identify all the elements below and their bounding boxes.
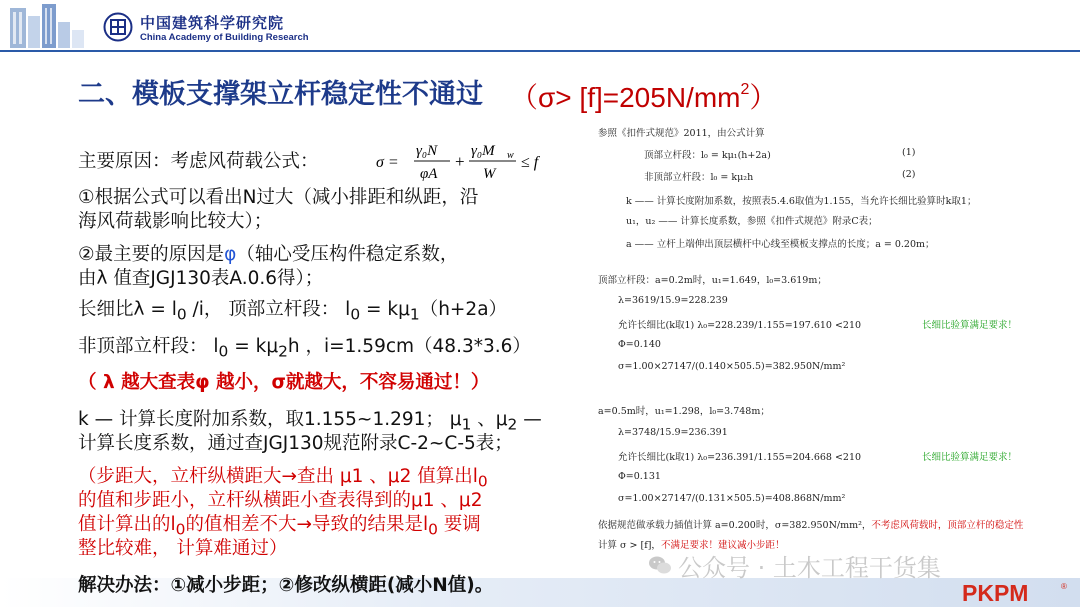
- pkpm-brand: PKPM: [962, 580, 1029, 604]
- header-divider: [0, 50, 1080, 52]
- red3-b: 的值相差不大→导致的结果是l: [185, 514, 429, 535]
- panel-line-2-no: (1): [902, 147, 916, 158]
- panel-line-2: 顶部立杆段：l₀ = kμ₁(h+2a): [644, 150, 771, 161]
- formula-n2: γ₀M: [471, 143, 495, 159]
- point2-text-a: ②最主要的原因是: [78, 244, 225, 265]
- panel-line-6: a —— 立杆上端伸出顶层横杆中心线至模板支撑点的长度；a = 0.20m；: [626, 239, 935, 250]
- title-condition-sup: 2: [740, 80, 750, 98]
- red3-sub: 0: [175, 520, 186, 539]
- p3-sub1: 0: [350, 305, 361, 324]
- panel-line-18-a: 计算 σ > [f]，: [598, 540, 661, 551]
- red3-sub2: 0: [428, 520, 438, 539]
- title-condition: [510, 76, 777, 116]
- panel-line-16: σ=1.00×27147/(0.131×505.5)=408.868N/mm²: [618, 493, 846, 504]
- pkpm-reg: ®: [1061, 582, 1067, 591]
- p4-sub0: 0: [218, 342, 229, 361]
- p4-c: h ，i=1.59cm（48.3*3.6）: [287, 336, 531, 357]
- red1-text: （步距大，立杆纵横距大→查出 μ1 、μ2 值算出l: [78, 466, 478, 487]
- panel-line-4: k —— 计算长度附加系数，按照表5.4.6取值为1.155，当允许长细比验算时k取1；: [626, 196, 977, 207]
- panel-line-17-b: 不考虑风荷载时，顶部立杆的稳定性: [871, 520, 1024, 531]
- formula-graphic: [376, 140, 556, 184]
- panel-line-1: 参照《扣件式规范》2011，由公式计算: [598, 128, 765, 139]
- slide-title: 二、模板支撑架立杆稳定性不通过: [78, 79, 483, 110]
- p4-a: 非顶部立杆段： l: [78, 336, 219, 357]
- panel-line-8: λ=3619/15.9=228.239: [618, 295, 728, 306]
- building-graphic-icon: [6, 2, 86, 48]
- k-a: k — 计算长度附加系数，取1.155~1.291； μ: [78, 409, 462, 430]
- red-note-line4: 整比较难， 计算难通过）: [78, 538, 288, 559]
- formula-d2: W: [483, 166, 496, 182]
- wechat-icon: [648, 554, 672, 576]
- formula-lhs: σ =: [376, 154, 399, 171]
- formula-n2-sub: w: [507, 150, 514, 161]
- k-c: —: [517, 409, 542, 430]
- panel-line-9-ok: 长细比验算满足要求！: [922, 320, 1018, 331]
- p3-b: /i， 顶部立杆段： l: [186, 299, 351, 320]
- k-line2: 计算长度系数，通过查JGJ130规范附录C-2~C-5表；: [78, 433, 513, 454]
- p4-sub2: 2: [278, 342, 288, 361]
- formula-rel: ≤ f: [521, 154, 539, 171]
- panel-line-12: a=0.5m时，u₁=1.298，l₀=3.748m；: [598, 406, 770, 417]
- panel-line-18-b: 不满足要求！建议减小步距！: [660, 540, 785, 551]
- panel-line-11: σ=1.00×27147/(0.140×505.5)=382.950N/mm²: [618, 361, 846, 372]
- panel-line-5: u₁，u₂ —— 计算长度系数，参照《扣件式规范》附录C表；: [626, 216, 878, 227]
- pkpm-logo: [960, 580, 1072, 604]
- calculation-panel: [598, 123, 1078, 563]
- formula-plus: +: [455, 152, 465, 171]
- p4-b: = kμ: [228, 336, 279, 357]
- panel-line-9: 允许长细比(k取1) λ₀=228.239/1.155=197.610 <210: [618, 320, 862, 331]
- org-name-cn: 中国建筑科学研究院: [140, 14, 285, 32]
- point2-text-b: （轴心受压构件稳定系数，: [236, 244, 459, 265]
- p3-sub0: 0: [176, 305, 187, 324]
- panel-line-3-no: (2): [902, 169, 916, 180]
- slenderness-line: [78, 298, 507, 327]
- title-condition-tail: ）: [749, 82, 778, 113]
- panel-line-15: Φ=0.131: [618, 471, 661, 482]
- point2-phi: φ: [224, 244, 237, 265]
- point2-line2: 由λ 值查JGJ130表A.0.6得）；: [78, 268, 324, 289]
- k-b: 、μ: [471, 409, 508, 430]
- p3-d: （h+2a）: [419, 299, 508, 320]
- formula-d1: φA: [420, 166, 438, 182]
- panel-line-13: λ=3748/15.9=236.391: [618, 427, 728, 438]
- panel-line-7: 顶部立杆段：a=0.2m时，u₁=1.649，l₀=3.619m；: [598, 275, 827, 286]
- red1-sub: 0: [477, 472, 488, 491]
- panel-line-17: [598, 517, 1023, 531]
- panel-line-3: 非顶部立杆段：l₀ = kμ₂h: [644, 172, 754, 183]
- panel-line-14: 允许长细比(k取1) λ₀=236.391/1.155=204.668 <210: [618, 452, 862, 463]
- k-sub1: 1: [461, 415, 472, 434]
- point2-line1: [78, 243, 458, 266]
- solution-line: 解决办法：①减小步距；②修改纵横距(减小N值)。: [78, 575, 494, 596]
- p3-sub2: 1: [409, 305, 420, 324]
- red3-a: 值计算出的l: [78, 514, 176, 535]
- title-condition-text: （σ> [f]=205N/mm: [510, 82, 741, 113]
- cabr-logo-icon: [103, 12, 133, 42]
- k-sub2: 2: [507, 415, 518, 434]
- point1-line2: 海风荷载影响比较大）；: [78, 211, 273, 232]
- non-top-segment-line: [78, 335, 531, 364]
- watermark-text: 公众号 · 土木工程干货集: [678, 554, 941, 582]
- p3-c: = kμ: [360, 299, 410, 320]
- panel-line-14-ok: 长细比验算满足要求！: [922, 452, 1018, 463]
- red-note-line2: 的值和步距小，立杆纵横距小查表得到的μ1 、μ2: [78, 490, 483, 511]
- reason-label: 主要原因：考虑风荷载公式：: [78, 151, 319, 172]
- p3-a: 长细比λ = l: [78, 299, 177, 320]
- point1-line1: ①根据公式可以看出N过大（减小排距和纵距，沿: [78, 187, 479, 208]
- panel-line-10: Φ=0.140: [618, 339, 661, 350]
- formula-n1: γ₀N: [416, 143, 438, 159]
- red3-c: 要调: [437, 514, 481, 535]
- panel-line-17-a: 依据规范做承载力插值计算 a=0.200时，σ=382.950N/mm²，: [598, 520, 872, 531]
- highlight-note: （ λ 越大查表φ 越小，σ就越大，不容易通过！）: [78, 372, 490, 393]
- org-name-en: China Academy of Building Research: [140, 32, 309, 43]
